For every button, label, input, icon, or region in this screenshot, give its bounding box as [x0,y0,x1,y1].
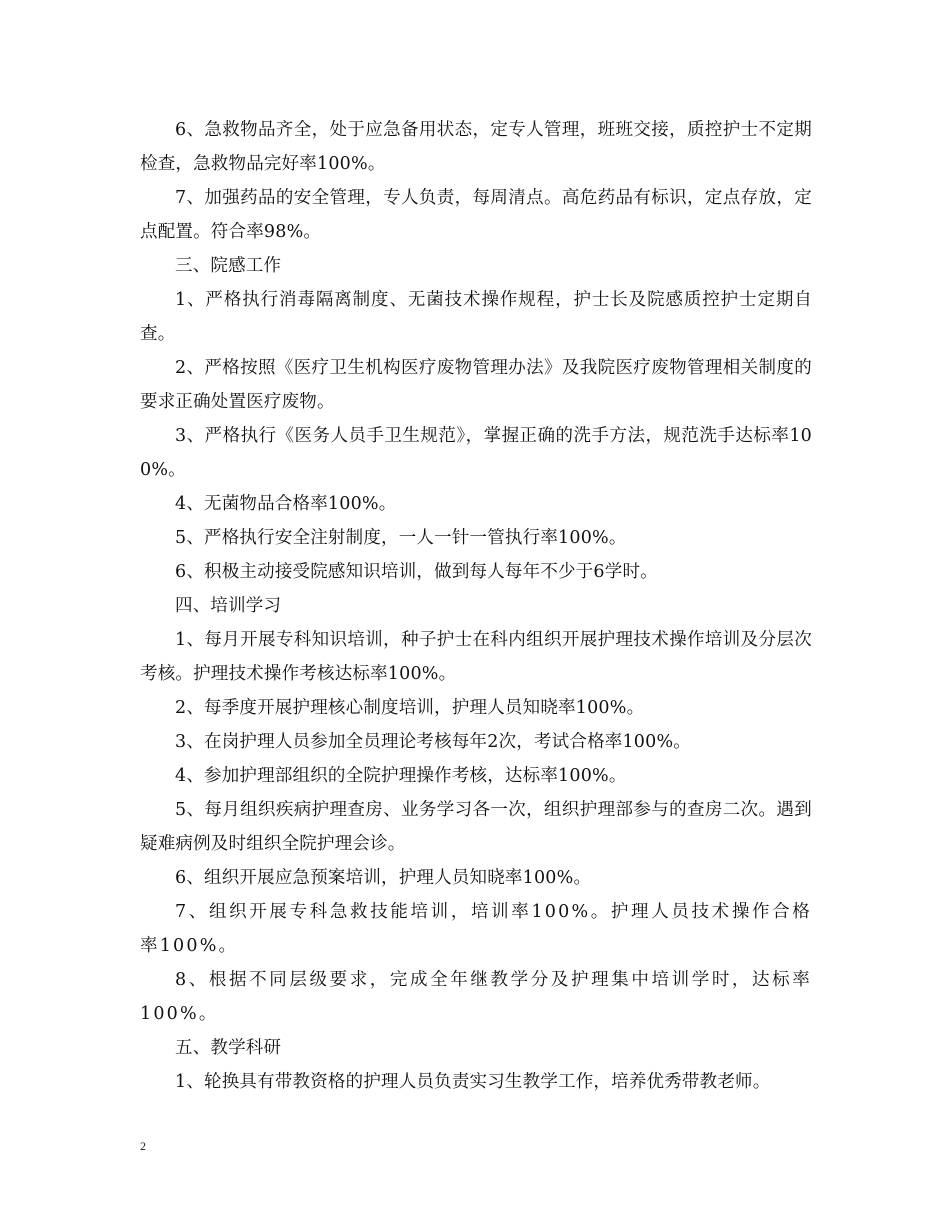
paragraph-hand-hygiene: 3、严格执行《医务人员手卫生规范》，掌握正确的洗手方法，规范洗手达标率100%。 [140,426,812,480]
paragraph-sterile-items: 4、无菌物品合格率100%。 [175,494,397,514]
section-heading-teaching-research: 五、教学科研 [175,1038,282,1058]
section-heading-infection-control: 三、院感工作 [175,256,282,276]
paragraph-medical-waste: 2、严格按照《医疗卫生机构医疗废物管理办法》及我院医疗废物管理相关制度的要求正确处置医疗废物。 [140,358,812,412]
paragraph-teaching-staff: 1、轮换具有带教资格的护理人员负责实习生教学工作，培养优秀带教老师。 [175,1072,771,1092]
paragraph-theory-exam: 3、在岗护理人员参加全员理论考核每年2次，考试合格率100%。 [175,732,691,752]
paragraph-drug-management: 7、加强药品的安全管理，专人负责，每周清点。高危药品有标识，定点存放，定点配置。符合率98%。 [140,188,812,242]
paragraph-infection-training: 6、积极主动接受院感知识培训，做到每人每年不少于6学时。 [175,562,658,582]
paragraph-continuing-education: 8、根据不同层级要求，完成全年继教学分及护理集中培训学时，达标率100%。 [140,970,812,1024]
paragraph-ward-rounds: 5、每月组织疾病护理查房、业务学习各一次，组织护理部参与的查房二次。遇到疑难病例及时组织全院护理会诊。 [140,800,812,854]
document-body [140,113,812,1099]
paragraph-emergency-plan: 6、组织开展应急预案培训，护理人员知晓率100%。 [175,868,592,888]
paragraph-monthly-training: 1、每月开展专科知识培训，种子护士在科内组织开展护理技术操作培训及分层次考核。护理技术操作考核达标率100%。 [140,630,812,684]
paragraph-emergency-supplies: 6、急救物品齐全，处于应急备用状态，定专人管理，班班交接，质控护士不定期检查，急救物品完好率100%。 [140,120,812,174]
paragraph-safe-injection: 5、严格执行安全注射制度，一人一针一管执行率100%。 [175,528,627,548]
paragraph-disinfection: 1、严格执行消毒隔离制度、无菌技术操作规程，护士长及院感质控护士定期自查。 [140,290,812,344]
section-heading-training: 四、培训学习 [175,596,282,616]
page-number: 2 [140,1139,146,1153]
paragraph-first-aid-skills: 7、组织开展专科急救技能培训，培训率100%。护理人员技术操作合格率100%。 [140,902,812,956]
paragraph-operation-exam: 4、参加护理部组织的全院护理操作考核，达标率100%。 [175,766,627,786]
paragraph-quarterly-training: 2、每季度开展护理核心制度培训，护理人员知晓率100%。 [175,698,645,718]
